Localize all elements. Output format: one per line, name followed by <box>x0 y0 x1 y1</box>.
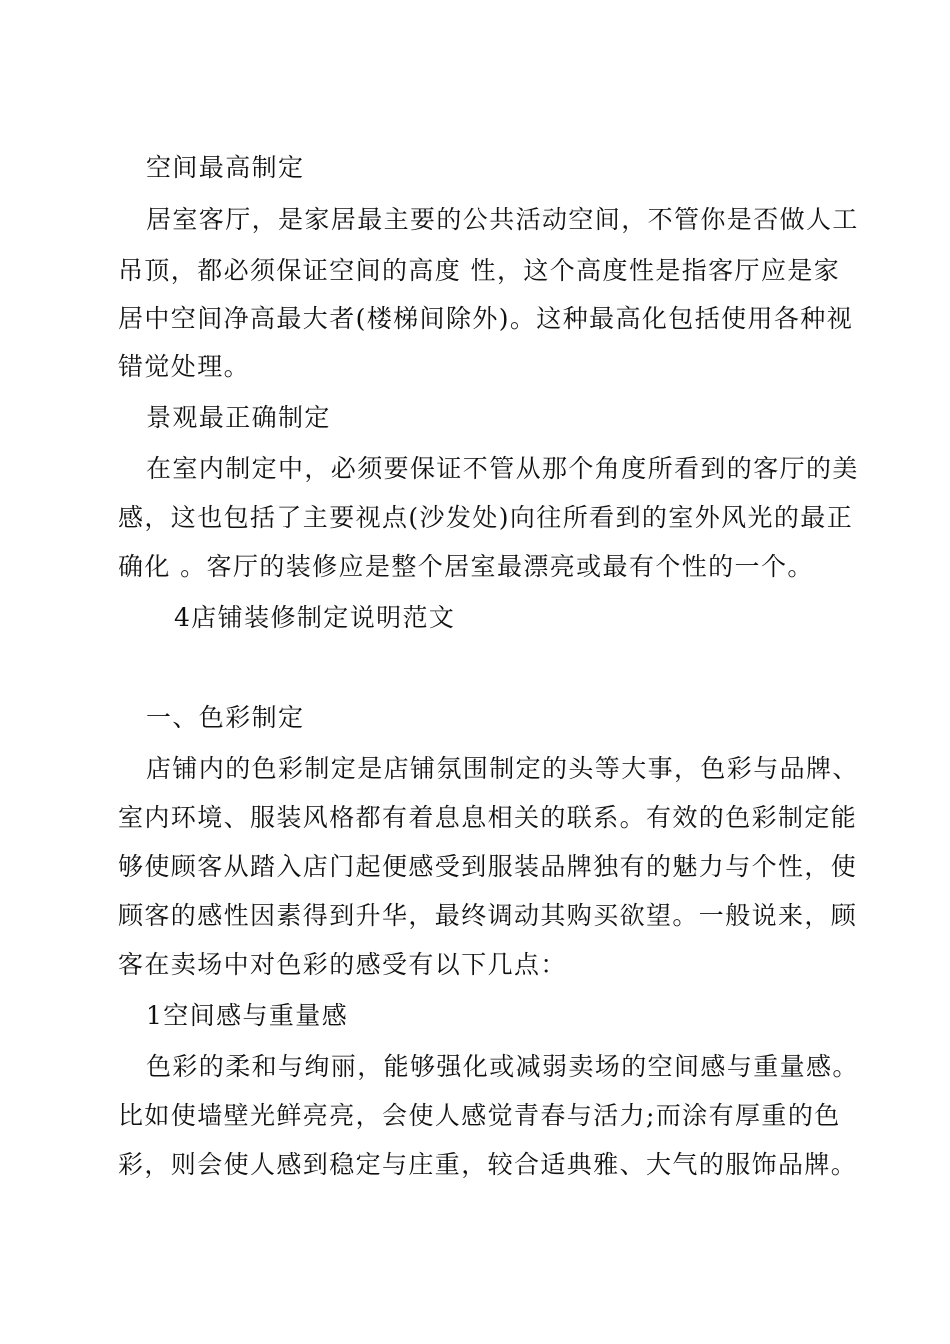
paragraph-line: 客在卖场中对色彩的感受有以下几点： <box>118 950 567 979</box>
article-title: 4店铺装修制定说明范文 <box>174 603 456 632</box>
paragraph-line: 够使顾客从踏入店门起便感受到服装品牌独有的魅力与个性，使 <box>118 852 858 881</box>
paragraph-line: 感，这也包括了主要视点(沙发处)向往所看到的室外风光的最正 <box>118 503 854 532</box>
section-heading-color: 一、色彩制定 <box>146 703 305 732</box>
paragraph-line: 室内环境、服装风格都有着息息相关的联系。有效的色彩制定能 <box>118 803 858 832</box>
paragraph-line: 居室客厅，是家居最主要的公共活动空间，不管你是否做人工 <box>146 205 859 234</box>
paragraph-line: 店铺内的色彩制定是店铺氛围制定的头等大事，色彩与品牌、 <box>146 754 859 783</box>
paragraph-line: 比如使墙壁光鲜亮亮，会使人感觉青春与活力;而涂有厚重的色 <box>118 1101 841 1130</box>
paragraph-line: 确化 。客厅的装修应是整个居室最漂亮或最有个性的一个。 <box>118 552 814 581</box>
section-heading-space-height: 空间最高制定 <box>146 153 305 182</box>
paragraph-line: 居中空间净高最大者(楼梯间除外)。这种最高化包括使用各种视 <box>118 304 854 333</box>
paragraph-line: 在室内制定中，必须要保证不管从那个角度所看到的客厅的美 <box>146 454 859 483</box>
sub-heading-space-weight: 1空间感与重量感 <box>146 1001 349 1030</box>
paragraph-line: 顾客的感性因素得到升华，最终调动其购买欲望。一般说来，顾 <box>118 901 858 930</box>
section-heading-view: 景观最正确制定 <box>146 403 331 432</box>
paragraph-line: 错觉处理。 <box>118 352 251 381</box>
paragraph-line: 彩，则会使人感到稳定与庄重，较合适典雅、大气的服饰品牌。 <box>118 1150 858 1179</box>
paragraph-line: 色彩的柔和与绚丽，能够强化或减弱卖场的空间感与重量感。 <box>146 1052 859 1081</box>
paragraph-line: 吊顶，都必须保证空间的高度 性，这个高度性是指客厅应是家 <box>118 256 841 285</box>
